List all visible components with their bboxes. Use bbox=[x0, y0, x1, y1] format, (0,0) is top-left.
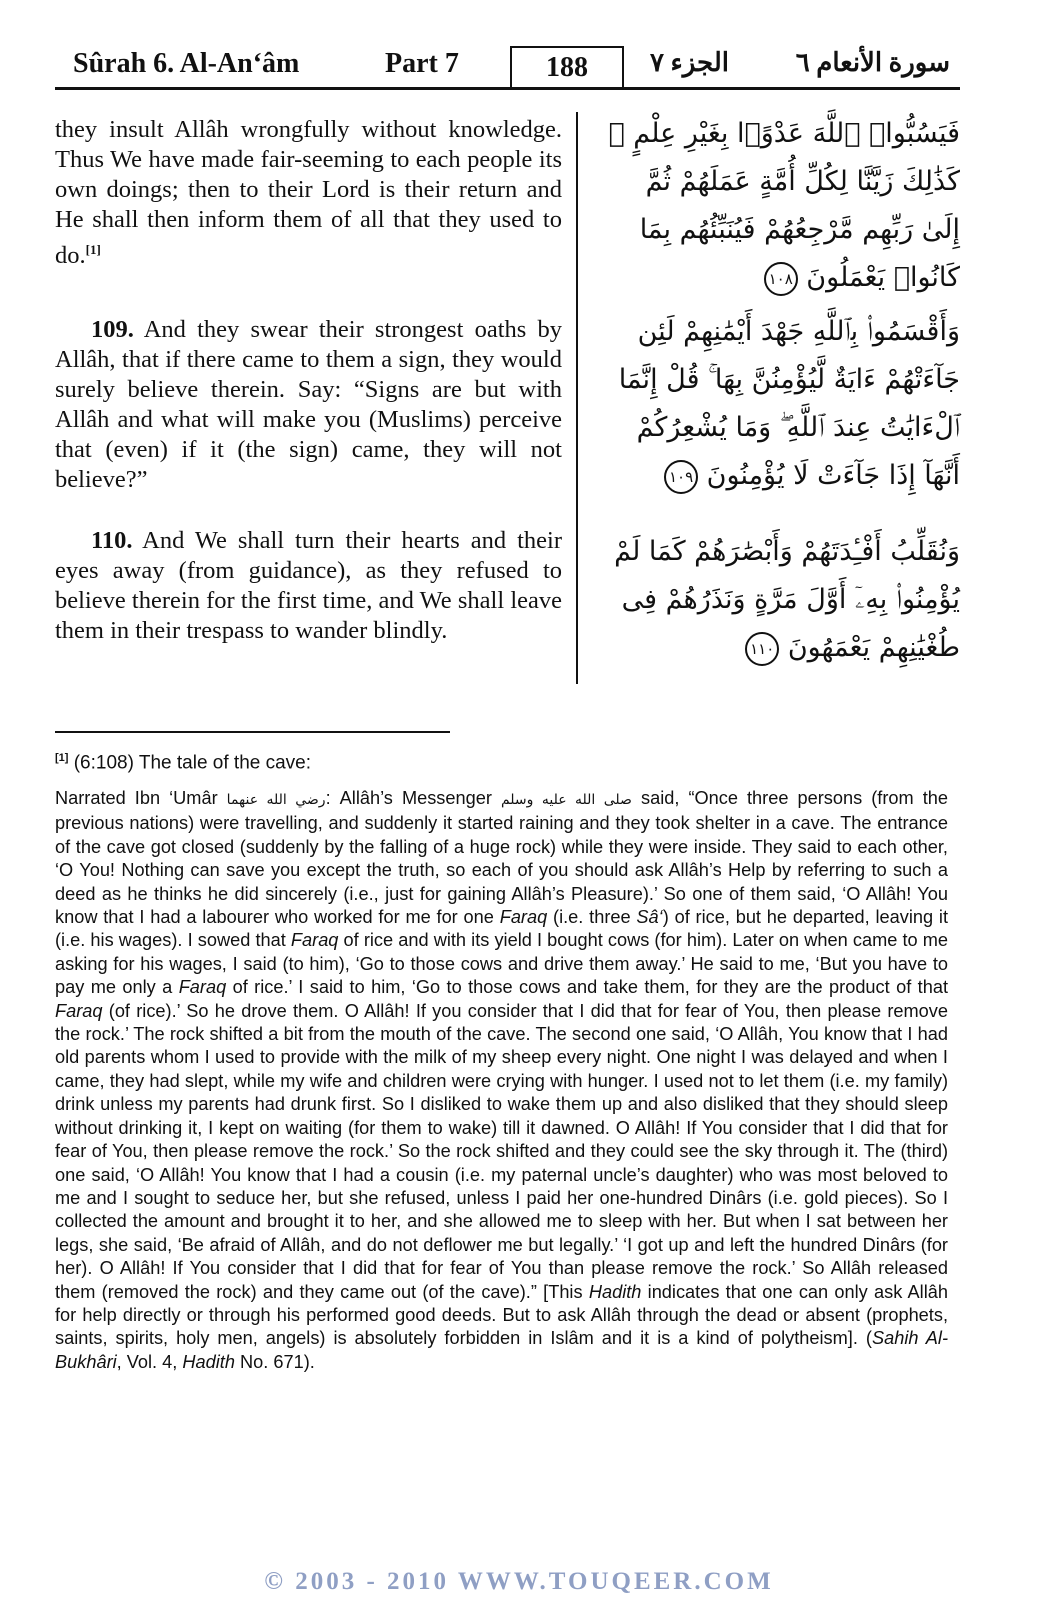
arabic-ayah-110 bbox=[600, 528, 960, 672]
footnote-text: of rice and with its yield I bought cows (for him). Later on when came to me asking for his wages, I said (to him), ‘Go to those cows and drive them away.’ He said to me, ‘But you have to pay me only a bbox=[55, 930, 948, 998]
footnote-text: , Vol. 4, bbox=[116, 1351, 178, 1372]
surah-title-english: Sûrah 6. Al-An‘âm bbox=[73, 48, 300, 79]
footnote-text: said, “Once three persons (from the previous nations) were travelling, and suddenly it started raining and they took shelter in a cave. The entrance of the cave got closed (suddenly by the falling of a huge rock) while they were inside. They said to each other, ‘O You! Nothing can save you except the truth, so each of you should ask Allâh’s Help by referring to such a deed as he thinks he did sincerely (i.e., just for gaining Allâh’s Pleasure).’ So one of them said, ‘O Allâh! You know that I had a labourer who worked for me for one bbox=[55, 788, 948, 928]
narrator-text: Narrated Ibn ‘Umâr bbox=[55, 788, 218, 808]
footnote-heading: (6:108) The tale of the cave: bbox=[73, 752, 312, 774]
ayah-text: وَأَقْسَمُوا۟ بِٱللَّهِ جَهْدَ أَيْمَٰنِهِمْ لَئِن جَآءَتْهُمْ ءَايَةٌ لَّيُؤْمِنُنَّ بِهَا ۚ قُلْ إِنَّمَا ٱلْءَايَٰتُ عِندَ ٱللَّهِ ۖ وَمَا يُشْعِرُكُمْ أَنَّهَآ إِذَا جَآءَتْ لَا يُؤْمِنُونَ bbox=[618, 316, 960, 491]
footnote-text: of rice.’ I said to him, ‘Go to those cows and take them, for they are the product of that bbox=[232, 977, 948, 998]
footnote-text: : Allâh’s Messenger bbox=[325, 788, 492, 808]
part-label-arabic: الجزء ٧ bbox=[650, 48, 729, 77]
english-verse-110 bbox=[55, 526, 562, 646]
footnote-title bbox=[55, 752, 311, 774]
footnote-text: (i.e. three bbox=[553, 907, 631, 928]
verse-text: And We shall turn their hearts and their eyes away (from guidance), as they refused to believe therein for the first time, and We shall leave them in their trespass to wander blindly. bbox=[55, 527, 562, 644]
source-title: Sahih Al-Bukhâri bbox=[55, 1328, 948, 1372]
footnote-marker: [1] bbox=[55, 752, 69, 764]
term-faraq: Faraq bbox=[178, 977, 227, 998]
footnote-body bbox=[55, 787, 948, 1374]
page-number: 188 bbox=[510, 46, 624, 88]
ayah-end-marker: ١٠٩ bbox=[664, 460, 698, 494]
surah-title-arabic: سورة الأنعام ٦ bbox=[795, 48, 950, 77]
term-faraq: Faraq bbox=[290, 930, 339, 951]
term-hadith: Hadith bbox=[588, 1281, 642, 1302]
footnote-ref: [1] bbox=[85, 242, 101, 257]
english-verse-109 bbox=[55, 315, 562, 495]
ayah-end-marker: ١٠٨ bbox=[764, 262, 798, 296]
verse-text: they insult Allâh wrongfully without knowledge. Thus We have made fair-seeming to each people its own doings; then to their Lord is their return and He shall then inform them of all that they used to do. bbox=[55, 116, 562, 270]
page-header bbox=[55, 40, 960, 86]
term-hadith: Hadith bbox=[182, 1351, 235, 1372]
footnote-text: ) of rice, but he departed, leaving it (i.e. his wages). I sowed that bbox=[55, 907, 948, 951]
verse-number: 110. bbox=[91, 527, 133, 554]
footnote-text: No. 671). bbox=[240, 1351, 315, 1372]
english-verse-108 bbox=[55, 115, 562, 271]
column-divider bbox=[576, 112, 578, 684]
part-label-english: Part 7 bbox=[385, 48, 459, 79]
ayah-text: وَنُقَلِّبُ أَفْـِٔدَتَهُمْ وَأَبْصَٰرَهُمْ كَمَا لَمْ يُؤْمِنُوا۟ بِهِۦٓ أَوَّلَ مَرَّةٍ وَنَذَرُهُمْ فِى طُغْيَٰنِهِمْ يَعْمَهُونَ bbox=[614, 536, 960, 663]
arabic-honorific: رضي الله عنهما bbox=[226, 792, 326, 808]
header-rule bbox=[55, 87, 960, 90]
footnote-text: (of rice).’ So he drove them. O Allâh! If you consider that I did that for fear of You, then please remove the rock.’ The rock shifted a bit from the mouth of the cave. The second one said, ‘O Allâh, You know that I had old parents whom I used to provide with the milk of my sheep every night. One night I was delayed and when I came, they had slept, while my wife and children were crying with hunger. I used not to let them (i.e. my family) drink unless my parents had drunk first. So I disliked to wake them up and also disliked that they should sleep without drinking it, I kept on waiting (for them to wake) till it dawned. O Allâh! If You consider that I did that for fear of You, then please remove the rock.’ So the rock shifted and they could see the sky through it. The (third) one said, ‘O Allâh! You know that I had a cousin (i.e. my paternal uncle’s daughter) who was most beloved to me and I sought to seduce her, but she refused, unless I paid her one-hundred Dinârs (i.e. gold pieces). So I collected the amount and brought it to her, and she allowed me to sleep with her. But when I sat between her legs, she said, ‘Be afraid of Allâh, and do not deflower me but legally.’ ‘I got up and left the hundred Dinârs (for her). O Allâh! If You consider that I did that for fear of You than please remove the rock.’ So Allâh released them (removed the rock) and they came out (of the cave).” [This bbox=[55, 1000, 948, 1302]
footnote-text: indicates that one can only ask Allâh for help directly or through his performed good deeds. But to ask Allâh through the dead or absent (prophets, saints, spirits, holy men, angels) is absolutely forbidden in Islâm and it is a kind of polytheism]. ( bbox=[55, 1281, 948, 1349]
copyright-notice: © 2003 - 2010 WWW.TOUQEER.COM bbox=[264, 1568, 774, 1595]
verse-text: And they swear their strongest oaths by Allâh, that if there came to them a sign, they would surely believe therein. Say: “Signs are but with Allâh and what will make you (Muslims) perceive that (even) if it (the sign) came, they will not believe?” bbox=[55, 316, 562, 493]
term-faraq: Faraq bbox=[55, 1000, 103, 1021]
arabic-ayah-109 bbox=[600, 308, 960, 500]
term-sa: Sâ‘ bbox=[636, 907, 663, 928]
verse-number: 109. bbox=[91, 316, 134, 343]
term-faraq: Faraq bbox=[499, 907, 548, 928]
ayah-text: فَيَسُبُّوا۟ ٱللَّهَ عَدْوًۢا بِغَيْرِ عِلْمٍ ۗ كَذَٰلِكَ زَيَّنَّا لِكُلِّ أُمَّةٍ عَمَلَهُمْ ثُمَّ إِلَىٰ رَبِّهِم مَّرْجِعُهُمْ فَيُنَبِّئُهُم بِمَا كَانُوا۟ يَعْمَلُونَ bbox=[608, 118, 960, 293]
footnote-rule bbox=[55, 731, 450, 733]
ayah-end-marker: ١١٠ bbox=[745, 632, 779, 666]
arabic-ayah-108 bbox=[600, 110, 960, 302]
arabic-honorific: صلى الله عليه وسلم bbox=[500, 792, 632, 808]
